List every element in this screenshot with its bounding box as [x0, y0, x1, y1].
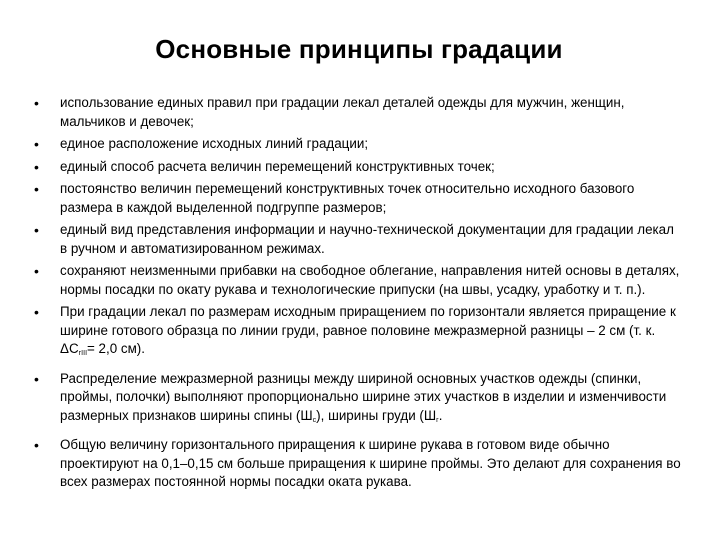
bullet-icon: •	[34, 370, 39, 387]
list-item-text: единый вид представления информации и научно-технической документации для градации лекал в ручном и автоматизированном режимах.	[60, 222, 674, 256]
bullet-icon: •	[34, 437, 39, 453]
bullet-icon: •	[34, 158, 39, 175]
list-item	[34, 436, 684, 492]
list-item	[34, 221, 684, 258]
bullet-icon: •	[34, 263, 39, 279]
subscript: г	[436, 416, 439, 424]
text-part: Распределение межразмерной разницы между шириной основных участков одежды (спинки, проймы, полочки) выполняют пропорционально ширине этих участков в изделии и изменчивости размерных признаков ширины спины (Ш	[60, 370, 667, 423]
list-item-text: постоянство величин перемещений конструктивных точек относительно исходного базового размера в каждой выделенной подгруппе размеров;	[60, 181, 635, 215]
list-item-text: единый способ расчета величин перемещений конструктивных точек;	[60, 158, 495, 174]
text-part: = 2,0 см).	[87, 341, 145, 356]
slide-title: Основные принципы градации	[155, 34, 563, 64]
list-item	[34, 94, 684, 131]
list-item-text	[60, 371, 666, 423]
list-item	[34, 135, 684, 154]
bullet-icon: •	[34, 136, 39, 152]
bullet-icon: •	[34, 304, 39, 320]
subscript: гIII	[78, 350, 88, 357]
list-item-text: сохраняют неизменными прибавки на свободное облегание, направления нитей основы в деталях, нормы посадки по окату рукава и технологические припуски (на швы, усадку, уработку и т. п.).	[60, 263, 680, 297]
list-item-text: Общую величину горизонтального приращения к ширине рукава в готовом виде обычно проектируют на 0,1–0,15 см больше приращения к ширине проймы. Это делают для сохранения во всех размерах постоянной нормы посадки оката рукава.	[60, 437, 681, 489]
list-item-text: единое расположение исходных линий градации;	[60, 136, 369, 151]
bullet-icon: •	[34, 222, 39, 238]
list-item-text: использование единых правил при градации лекал деталей одежды для мужчин, женщин, мальчиков и девочек;	[60, 95, 625, 129]
text-part: ), ширины груди (Ш	[316, 407, 437, 423]
text-part: При градации лекал по размерам исходным приращением по горизонтали является приращение к ширине готового образца по линии груди, равное половине межразмерной разницы – 2 см (т. к. ΔС	[60, 304, 676, 356]
bullet-icon: •	[34, 181, 39, 197]
list-item	[34, 370, 684, 431]
list-item	[34, 303, 684, 364]
subscript: с	[312, 416, 317, 424]
list-item-text	[60, 304, 676, 356]
text-part: .	[438, 407, 443, 423]
bullet-list	[34, 94, 684, 492]
bullet-icon: •	[34, 95, 39, 111]
list-item	[34, 262, 684, 299]
list-item	[34, 180, 684, 217]
list-item	[34, 158, 684, 177]
